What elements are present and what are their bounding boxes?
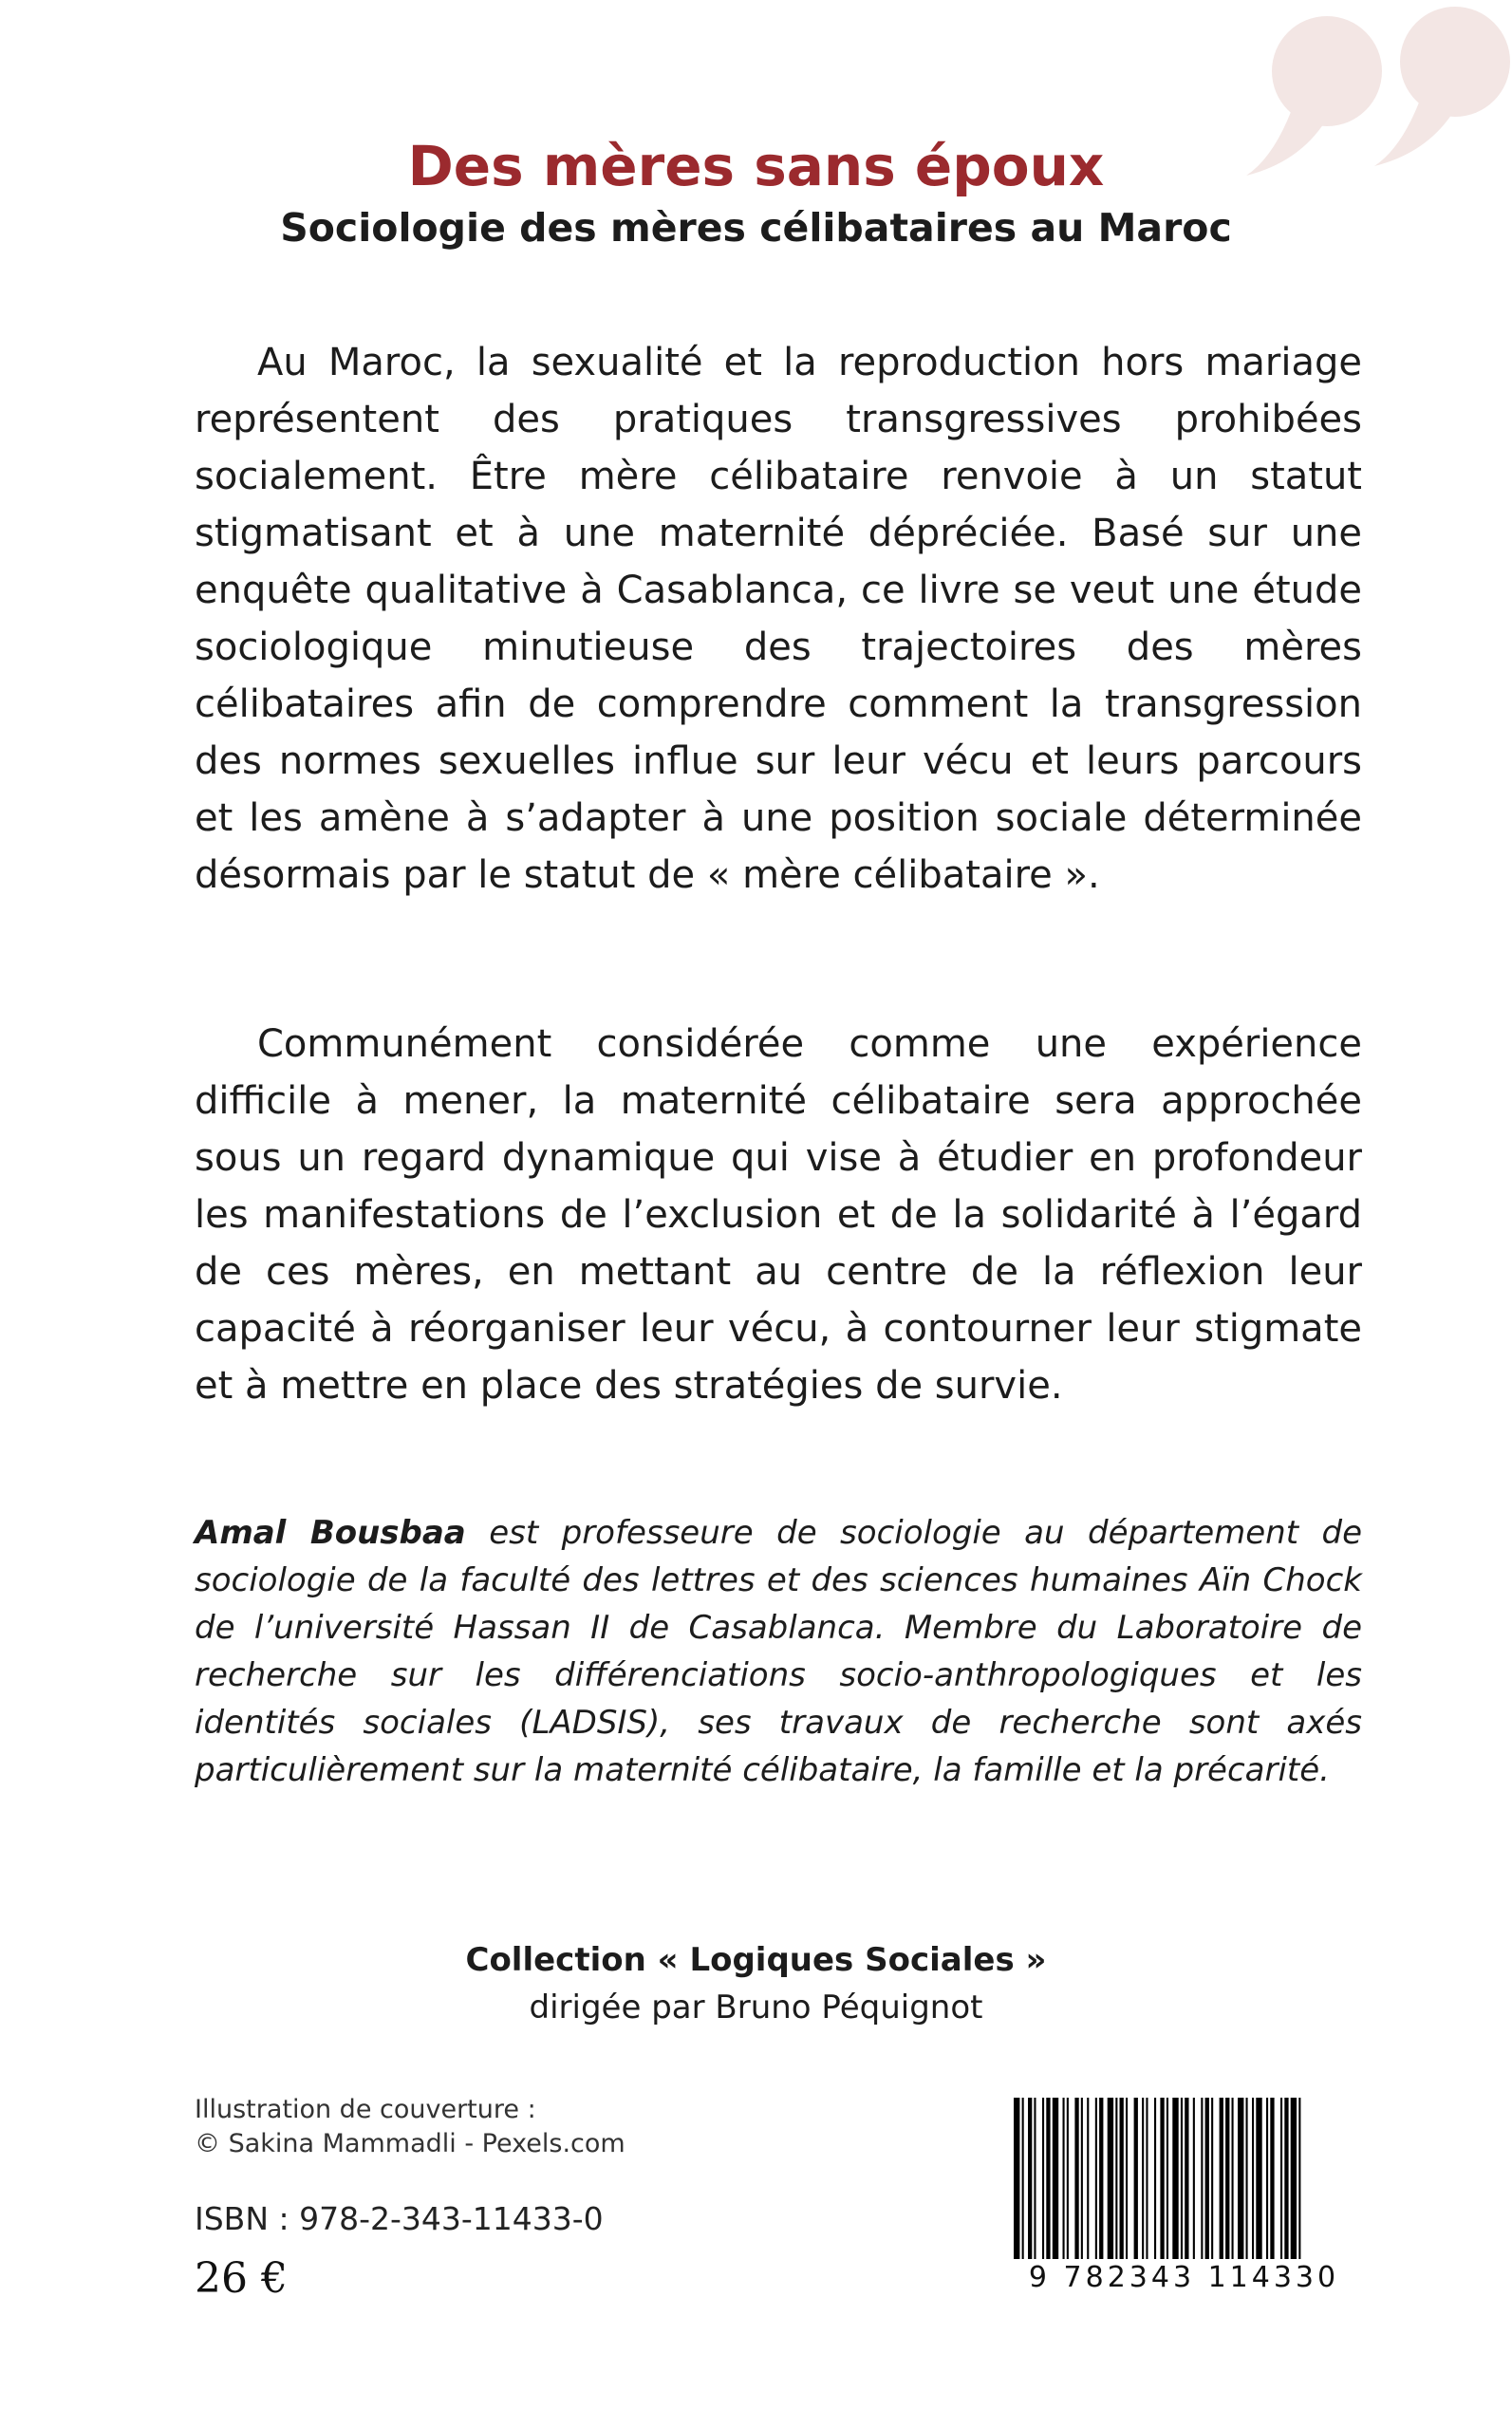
cover-credits-label: Illustration de couverture : [195, 2095, 536, 2124]
barcode-digits: 9 782343 114330 [1006, 2261, 1362, 2294]
collection-info [0, 1936, 1512, 2031]
author-name: Amal Bousbaa [195, 1514, 466, 1552]
collection-director: dirigée par Bruno Péquignot [529, 1989, 983, 2026]
author-bio [195, 1509, 1362, 1794]
book-subtitle: Sociologie des mères célibataires au Maroc [280, 205, 1232, 251]
author-bio-text: est professeure de sociologie au département de sociologie de la faculté des lettres et des sciences humaines Aïn Chock de l’université Hassan II de Casablanca. Membre du Laboratoire de recherche sur les différenciations socio-anthropologiques et les identités sociales (LADSIS), ses travaux de recherche sont axés particulièrement sur la maternité célibataire, la famille et la précarité. [195, 1514, 1362, 1789]
summary-paragraph-1: Au Maroc, la sexualité et la reproduction hors mariage représentent des pratiques transgressives prohibées socialement. Être mère célibataire renvoie à un statut stigmatisant et à une maternité dépréciée. Basé sur une enquête qualitative à Casablanca, ce livre se veut une étude sociologique minutieuse des trajectoires des mères célibataires afin de comprendre comment la transgression des normes sexuelles influe sur leur vécu et leurs parcours et les amène à s’adapter à une position sociale déterminée désormais par le statut de « mère célibataire ». [195, 341, 1362, 897]
collection-title: Collection « Logiques Sociales » [465, 1941, 1047, 1979]
summary-paragraph-2: Communément considérée comme une expérience difficile à mener, la maternité célibataire sera approchée sous un regard dynamique qui vise à étudier en profondeur les manifestations de l’exclusion et de la solidarité à l’égard de ces mères, en mettant au centre de la réflexion leur capacité à réorganiser leur vécu, à contourner leur stigmate et à mettre en place des stratégies de survie. [195, 1022, 1362, 1408]
book-title: Des mères sans époux [407, 134, 1105, 198]
price: 26 € [195, 2254, 288, 2303]
cover-credits-value: © Sakina Mammadli - Pexels.com [195, 2129, 625, 2158]
cover-credits [195, 2093, 625, 2161]
isbn: ISBN : 978-2-343-11433-0 [195, 2200, 604, 2237]
